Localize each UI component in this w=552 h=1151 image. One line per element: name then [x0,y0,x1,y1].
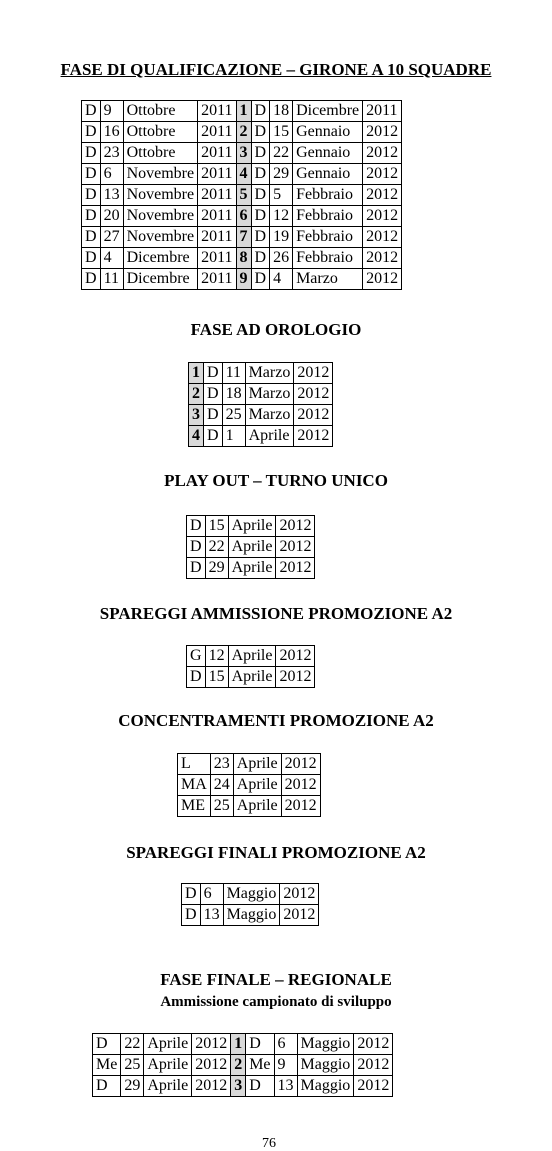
page-number: 76 [262,1136,276,1151]
table-cell: 2012 [294,426,333,447]
table-row [82,185,402,206]
table-cell: Dicembre [293,101,363,122]
table-cell: Me [93,1055,121,1076]
orologio-title: FASE AD OROLOGIO [190,320,362,339]
table-cell: D [82,248,101,269]
table-cell: 2011 [198,101,236,122]
table-cell: 2012 [363,164,402,185]
table-cell: 11 [222,363,245,384]
table-cell: 2011 [198,227,236,248]
table-cell: 29 [205,558,228,579]
table-cell: 2012 [281,754,320,775]
playout-title: PLAY OUT – TURNO UNICO [164,471,388,490]
table-cell: D [82,227,101,248]
table-cell: D [82,101,101,122]
table-cell: 6 [200,884,223,905]
table-cell: 2012 [192,1055,231,1076]
orologio-table [188,362,333,447]
table-cell: D [82,164,101,185]
table-cell: D [246,1034,274,1055]
round-number-cell: 1 [231,1034,246,1055]
table-cell: 26 [270,248,293,269]
table-cell: 25 [222,405,245,426]
table-cell: Marzo [245,363,294,384]
table-row [182,905,319,926]
round-number-cell: 1 [189,363,204,384]
table-row [182,884,319,905]
table-row [82,101,402,122]
table-cell: 22 [121,1034,144,1055]
table-cell: Gennaio [293,122,363,143]
table-cell: 4 [270,269,293,290]
table-cell: Febbraio [293,185,363,206]
table-cell: 2012 [276,667,315,688]
table-cell: D [82,185,101,206]
round-number-cell: 3 [189,405,204,426]
playout-table [186,515,315,579]
round-number-cell: 4 [189,426,204,447]
fase-finale-title: FASE FINALE – REGIONALE [160,970,392,989]
table-cell: Aprile [245,426,294,447]
table-cell: D [93,1034,121,1055]
table-cell: Aprile [228,537,276,558]
table-cell: 18 [222,384,245,405]
table-row [189,363,333,384]
table-cell: Aprile [228,558,276,579]
table-cell: Maggio [297,1055,354,1076]
table-cell: 4 [100,248,123,269]
round-number-cell: 9 [236,269,251,290]
table-cell: 23 [100,143,123,164]
table-cell: Aprile [228,646,276,667]
round-number-cell: 1 [236,101,251,122]
table-cell: D [187,558,206,579]
table-cell: 2012 [363,206,402,227]
table-cell: Aprile [228,667,276,688]
table-row [178,796,321,817]
table-cell: 2012 [276,516,315,537]
table-cell: 15 [205,516,228,537]
table-cell: Aprile [144,1076,192,1097]
table-cell: D [251,122,270,143]
table-cell: Aprile [144,1034,192,1055]
table-cell: 2012 [192,1034,231,1055]
spareggi-ammissione-table [186,645,315,688]
table-cell: 2012 [276,537,315,558]
table-row [189,384,333,405]
table-row [82,269,402,290]
concentramenti-title: CONCENTRAMENTI PROMOZIONE A2 [118,711,434,730]
table-cell: Dicembre [123,269,198,290]
table-cell: Aprile [144,1055,192,1076]
table-cell: Ottobre [123,101,198,122]
table-cell: Novembre [123,164,198,185]
table-cell: 9 [100,101,123,122]
table-cell: 9 [274,1055,297,1076]
round-number-cell: 3 [231,1076,246,1097]
table-cell: D [251,248,270,269]
spareggi-ammissione-title: SPAREGGI AMMISSIONE PROMOZIONE A2 [99,604,453,623]
table-cell: D [187,537,206,558]
table-cell: Marzo [245,384,294,405]
table-cell: D [251,269,270,290]
table-cell: Ottobre [123,122,198,143]
table-cell: L [178,754,211,775]
table-cell: 2011 [198,122,236,143]
table-cell: 13 [200,905,223,926]
table-row [82,227,402,248]
qualificazione-table [81,100,402,290]
table-cell: D [204,426,223,447]
table-cell: 25 [121,1055,144,1076]
table-row [189,426,333,447]
table-cell: D [251,185,270,206]
table-cell: 29 [270,164,293,185]
table-cell: 2012 [354,1055,393,1076]
qualificazione-title: FASE DI QUALIFICAZIONE – GIRONE A 10 SQUADRE [60,60,492,79]
table-cell: 2012 [363,143,402,164]
table-row [189,405,333,426]
table-cell: 6 [100,164,123,185]
table-cell: 15 [205,667,228,688]
table-cell: D [187,516,206,537]
table-cell: D [82,206,101,227]
spareggi-finali-title: SPAREGGI FINALI PROMOZIONE A2 [126,843,426,862]
table-cell: Marzo [293,269,363,290]
concentramenti-table [177,753,321,817]
table-cell: D [204,363,223,384]
table-cell: 15 [270,122,293,143]
table-cell: Gennaio [293,164,363,185]
table-cell: D [182,905,201,926]
round-number-cell: 4 [236,164,251,185]
table-cell: Gennaio [293,143,363,164]
table-row [82,248,402,269]
table-cell: 2011 [198,164,236,185]
table-cell: 2011 [198,206,236,227]
table-cell: 6 [274,1034,297,1055]
table-cell: D [246,1076,274,1097]
table-cell: G [187,646,206,667]
table-cell: 1 [222,426,245,447]
table-cell: Maggio [223,884,280,905]
table-cell: D [204,384,223,405]
table-cell: 2012 [294,384,333,405]
table-cell: D [204,405,223,426]
round-number-cell: 2 [189,384,204,405]
table-cell: 2012 [363,185,402,206]
table-cell: Maggio [297,1034,354,1055]
fase-finale-table [92,1033,393,1097]
table-cell: 2012 [363,269,402,290]
table-cell: 27 [100,227,123,248]
table-cell: Novembre [123,185,198,206]
table-cell: 2012 [363,227,402,248]
table-cell: 2012 [354,1034,393,1055]
table-cell: ME [178,796,211,817]
table-row [187,537,315,558]
table-cell: D [82,122,101,143]
table-row [187,667,315,688]
fase-finale-subtitle: Ammissione campionato di sviluppo [160,994,392,1010]
table-cell: MA [178,775,211,796]
table-cell: D [251,206,270,227]
table-cell: 22 [270,143,293,164]
table-cell: 19 [270,227,293,248]
table-cell: D [187,667,206,688]
table-row [187,516,315,537]
table-cell: 2012 [354,1076,393,1097]
spareggi-finali-table [181,883,319,926]
table-cell: Me [246,1055,274,1076]
table-row [178,775,321,796]
table-row [178,754,321,775]
table-cell: 2011 [363,101,402,122]
table-cell: 2012 [280,884,319,905]
table-cell: 18 [270,101,293,122]
table-row [82,143,402,164]
round-number-cell: 2 [236,122,251,143]
table-cell: 2011 [198,269,236,290]
table-cell: Novembre [123,227,198,248]
table-cell: 2012 [363,122,402,143]
table-cell: D [93,1076,121,1097]
table-row [93,1034,393,1055]
table-cell: Maggio [297,1076,354,1097]
table-cell: 29 [121,1076,144,1097]
table-cell: 2012 [276,558,315,579]
table-cell: 25 [210,796,233,817]
table-cell: Aprile [233,775,281,796]
table-cell: 2012 [281,796,320,817]
table-row [187,558,315,579]
table-cell: 2011 [198,143,236,164]
table-cell: D [251,143,270,164]
table-cell: 2012 [280,905,319,926]
table-cell: Aprile [233,796,281,817]
round-number-cell: 8 [236,248,251,269]
table-cell: 2012 [363,248,402,269]
table-cell: D [182,884,201,905]
round-number-cell: 7 [236,227,251,248]
table-row [93,1076,393,1097]
table-cell: 11 [100,269,123,290]
table-cell: Dicembre [123,248,198,269]
table-cell: 24 [210,775,233,796]
table-cell: 2012 [281,775,320,796]
round-number-cell: 3 [236,143,251,164]
table-cell: 5 [270,185,293,206]
table-row [187,646,315,667]
table-row [82,164,402,185]
table-cell: 20 [100,206,123,227]
round-number-cell: 5 [236,185,251,206]
table-cell: Maggio [223,905,280,926]
table-cell: 12 [205,646,228,667]
table-cell: 2012 [294,363,333,384]
table-cell: 16 [100,122,123,143]
table-row [82,206,402,227]
table-cell: 2011 [198,185,236,206]
table-cell: 22 [205,537,228,558]
table-cell: Febbraio [293,206,363,227]
table-cell: 2012 [276,646,315,667]
table-cell: Novembre [123,206,198,227]
table-cell: D [251,101,270,122]
table-cell: 2011 [198,248,236,269]
table-cell: D [251,227,270,248]
table-row [93,1055,393,1076]
table-cell: 12 [270,206,293,227]
table-cell: 13 [274,1076,297,1097]
table-cell: Febbraio [293,248,363,269]
table-cell: Marzo [245,405,294,426]
table-cell: D [82,269,101,290]
table-cell: 2012 [294,405,333,426]
table-cell: D [82,143,101,164]
table-cell: 23 [210,754,233,775]
table-row [82,122,402,143]
table-cell: Aprile [228,516,276,537]
table-cell: Febbraio [293,227,363,248]
round-number-cell: 2 [231,1055,246,1076]
table-cell: Ottobre [123,143,198,164]
table-cell: 13 [100,185,123,206]
table-cell: 2012 [192,1076,231,1097]
table-cell: Aprile [233,754,281,775]
round-number-cell: 6 [236,206,251,227]
table-cell: D [251,164,270,185]
